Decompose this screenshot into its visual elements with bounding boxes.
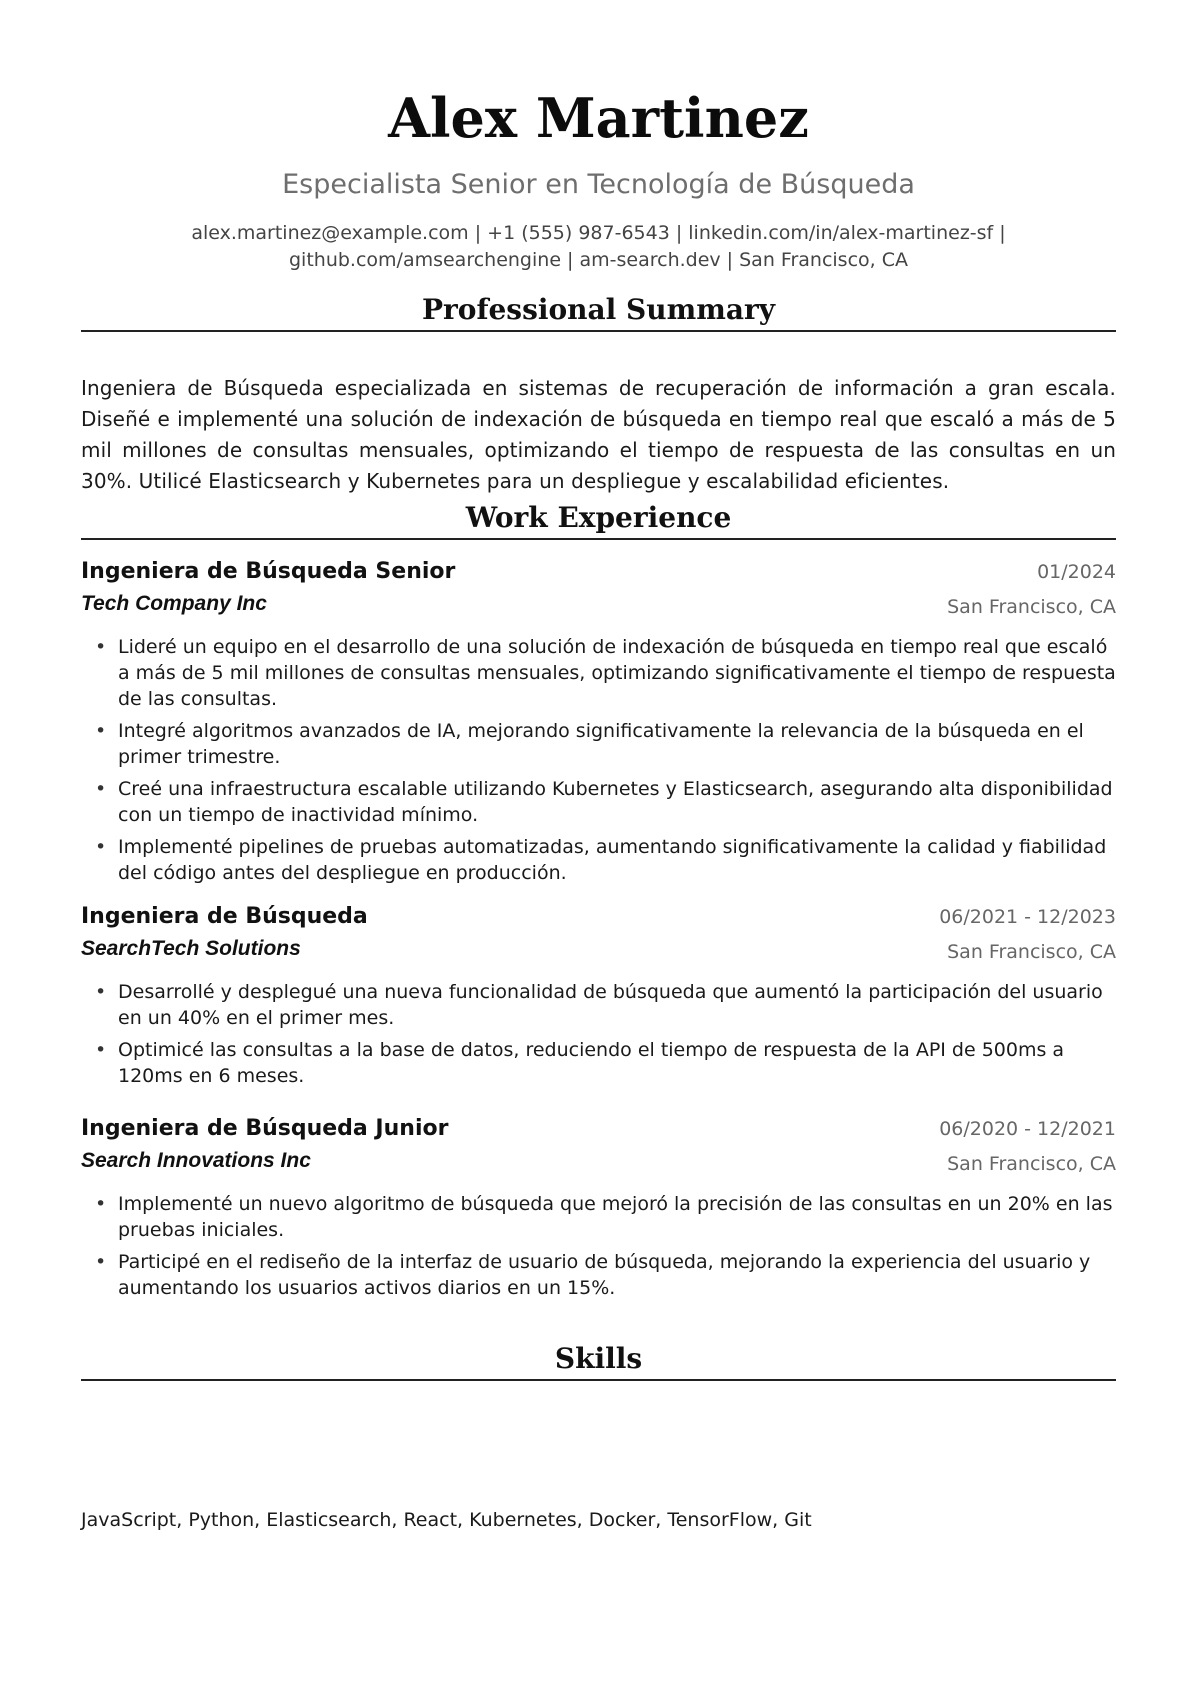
list-item: • Implementé un nuevo algoritmo de búsqueda que mejoró la precisión de las consultas en un 20% en las pruebas iniciales. [81,1191,1116,1243]
job-bullets [81,1191,1116,1307]
candidate-headline: Especialista Senior en Tecnología de Búsqueda [282,169,915,200]
contact-line: github.com/amsearchengine | am-search.dev | San Francisco, CA [288,249,908,271]
section-divider [81,538,1116,540]
candidate-name: Alex Martinez [388,86,809,150]
job-title: Ingeniera de Búsqueda Junior [81,1116,449,1141]
section-title-skills: Skills [554,1342,643,1375]
company-name: Tech Company Inc [81,592,267,615]
skills-list: JavaScript, Python, Elasticsearch, React, Kubernetes, Docker, TensorFlow, Git [81,1509,812,1531]
section-divider [81,330,1116,332]
list-item: • Desarrollé y desplegué una nueva funcionalidad de búsqueda que aumentó la participación del usuario en un 40% en el primer mes. [81,979,1116,1031]
contact-line: alex.martinez@example.com | +1 (555) 987-6543 | linkedin.com/in/alex-martinez-sf | [191,222,1006,244]
summary-text: Ingeniera de Búsqueda especializada en sistemas de recuperación de información a gran escala. Diseñé e implementé una solución de indexación de búsqueda en tiempo real que escaló a más de 5 mil millones de consultas mensuales, optimizando el tiempo de respuesta de las consultas en un 30%. Utilicé Elasticsearch y Kubernetes para un despliegue y escalabilidad eficientes. [81,376,1116,493]
job-bullets [81,634,1116,892]
section-title-summary: Professional Summary [421,293,776,326]
job-bullets [81,979,1116,1095]
list-item: • Creé una infraestructura escalable utilizando Kubernetes y Elasticsearch, asegurando alta disponibilidad con un tiempo de inactividad mínimo. [81,776,1116,828]
job-dates: 06/2021 - 12/2023 [939,906,1116,928]
job-title: Ingeniera de Búsqueda Senior [81,559,456,584]
contact-info [161,220,1036,274]
company-name: Search Innovations Inc [81,1149,311,1172]
job-dates: 01/2024 [1037,561,1116,583]
company-name: SearchTech Solutions [81,937,301,960]
job-location: San Francisco, CA [947,596,1116,618]
job-title: Ingeniera de Búsqueda [81,904,368,929]
list-item: • Lideré un equipo en el desarrollo de una solución de indexación de búsqueda en tiempo real que escaló a más de 5 mil millones de consultas mensuales, optimizando significativamente el tiempo de respuesta de las consultas. [81,634,1116,712]
section-title-experience: Work Experience [465,501,732,534]
section-divider [81,1379,1116,1381]
list-item: • Optimicé las consultas a la base de datos, reduciendo el tiempo de respuesta de la API de 500ms a 120ms en 6 meses. [81,1037,1116,1089]
list-item: • Participé en el rediseño de la interfaz de usuario de búsqueda, mejorando la experiencia del usuario y aumentando los usuarios activos diarios en un 15%. [81,1249,1116,1301]
list-item: • Implementé pipelines de pruebas automatizadas, aumentando significativamente la calidad y fiabilidad del código antes del despliegue en producción. [81,834,1116,886]
list-item: • Integré algoritmos avanzados de IA, mejorando significativamente la relevancia de la búsqueda en el primer trimestre. [81,718,1116,770]
job-dates: 06/2020 - 12/2021 [939,1118,1116,1140]
job-location: San Francisco, CA [947,1153,1116,1175]
job-location: San Francisco, CA [947,941,1116,963]
